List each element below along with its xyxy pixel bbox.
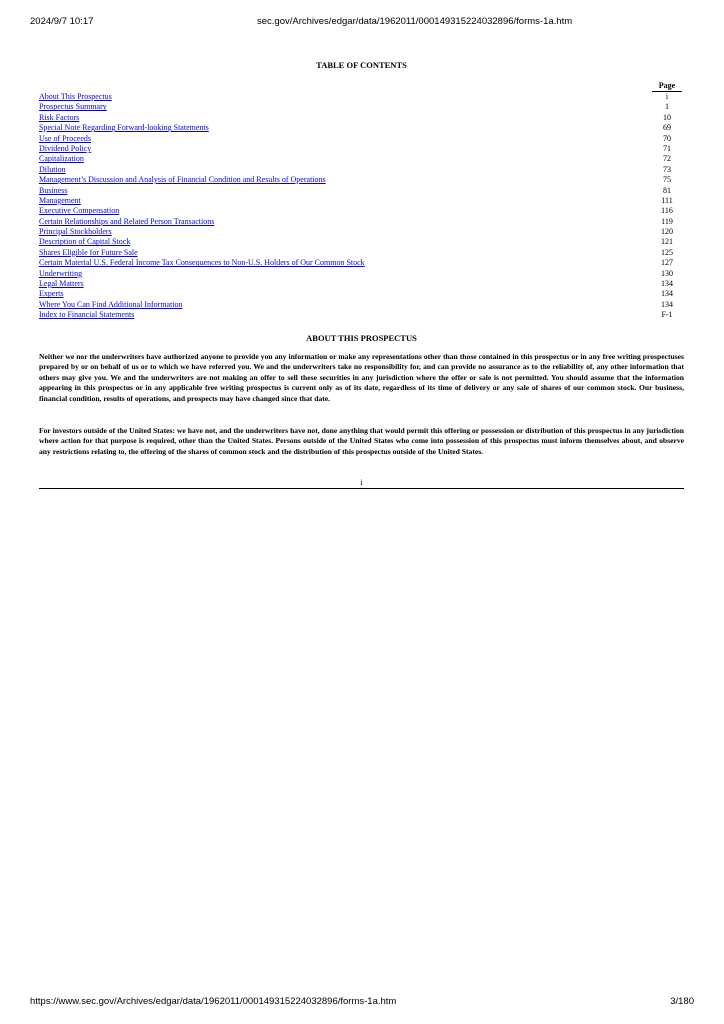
toc-entry <box>39 310 684 320</box>
toc-link-business[interactable]: Business <box>39 185 68 195</box>
document-page-number: i <box>360 478 363 487</box>
toc-page-number: 134 <box>661 289 673 299</box>
toc-page-number: 69 <box>663 123 671 133</box>
toc-entry <box>39 227 684 237</box>
toc-page-number: 116 <box>661 206 673 216</box>
toc-entry <box>39 237 684 247</box>
toc-link-capitalization[interactable]: Capitalization <box>39 154 84 164</box>
toc-link-underwriting[interactable]: Underwriting <box>39 268 83 278</box>
toc-page-number: 73 <box>663 164 671 174</box>
toc-link-dividend-policy[interactable]: Dividend Policy <box>39 143 92 153</box>
toc-page-number: i <box>665 92 669 101</box>
toc-entry <box>39 269 684 279</box>
page-divider <box>39 488 684 489</box>
toc-link-forward-looking-statements[interactable]: Special Note Regarding Forward-looking Statements <box>39 123 209 133</box>
toc-list <box>39 92 684 321</box>
toc-link-tax-consequences[interactable]: Certain Material U.S. Federal Income Tax Consequences to Non-U.S. Holders of Our Common Stock <box>39 258 365 268</box>
print-header-url: sec.gov/Archives/edgar/data/1962011/000149315224032896/forms-1a.htm <box>257 16 573 27</box>
toc-entry <box>39 165 684 175</box>
toc-entry <box>39 196 684 206</box>
toc-entry <box>39 279 684 289</box>
toc-entry <box>39 123 684 133</box>
print-footer-url: https://www.sec.gov/Archives/edgar/data/1962011/000149315224032896/forms-1a.htm <box>30 996 397 1007</box>
toc-link-financial-statements-index[interactable]: Index to Financial Statements <box>39 310 135 320</box>
toc-link-executive-compensation[interactable]: Executive Compensation <box>39 206 120 216</box>
toc-link-use-of-proceeds[interactable]: Use of Proceeds <box>39 133 91 143</box>
toc-page-number: 71 <box>663 143 671 153</box>
toc-page-number: 121 <box>661 237 673 247</box>
toc-entry <box>39 113 684 123</box>
toc-page-number: 134 <box>661 279 673 289</box>
about-paragraph-1: Neither we nor the underwriters have authorized anyone to provide you any information or make any representations other than those contained in this prospectus or in any free writing prospectuses prepared by or on behalf of us or to which we have referred you. We and the underwriters take no responsibility for, and can provide no assurance as to the reliability of, any other information that others may give you. We and the underwriters are not making an offer to sell these securities in any jurisdiction where the offer or sale is not permitted. You should assume that the information appearing in this prospectus or in any applicable free writing prospectus is current only as of its date, regardless of its time of delivery or any sale of shares of our common stock. Our business, financial condition, results of operations, and prospects may have changed since that date. <box>39 352 684 403</box>
toc-link-principal-stockholders[interactable]: Principal Stockholders <box>39 227 112 237</box>
toc-entry <box>39 289 684 299</box>
toc-link-experts[interactable]: Experts <box>39 289 64 299</box>
toc-page-number: 127 <box>661 258 673 268</box>
print-datetime: 2024/9/7 10:17 <box>30 16 94 27</box>
toc-page-number: 134 <box>661 299 673 309</box>
toc-link-risk-factors[interactable]: Risk Factors <box>39 112 80 122</box>
toc-entry <box>39 258 684 268</box>
toc-link-shares-eligible-for-future-sale[interactable]: Shares Eligible for Future Sale <box>39 247 138 257</box>
toc-link-about-this-prospectus[interactable]: About This Prospectus <box>39 92 112 101</box>
toc-entry <box>39 154 684 164</box>
toc-entry <box>39 186 684 196</box>
toc-page-number: 130 <box>661 268 673 278</box>
toc-link-mdna[interactable]: Management’s Discussion and Analysis of Financial Condition and Results of Operations <box>39 175 326 185</box>
toc-entry <box>39 217 684 227</box>
about-prospectus-heading: ABOUT THIS PROSPECTUS <box>306 333 417 343</box>
toc-entry <box>39 144 684 154</box>
toc-page-number: F-1 <box>661 310 673 320</box>
toc-link-additional-information[interactable]: Where You Can Find Additional Information <box>39 299 183 309</box>
toc-title: TABLE OF CONTENTS <box>316 60 407 70</box>
toc-page-column-header: Page <box>652 80 682 92</box>
toc-link-prospectus-summary[interactable]: Prospectus Summary <box>39 102 107 112</box>
about-paragraph-2: For investors outside of the United States: we have not, and the underwriters have not, done anything that would permit this offering or possession or distribution of this prospectus in any jurisdiction where action for that purpose is required, other than the United States. Persons outside of the United States who come into possession of this prospectus must inform themselves about, and observe any restrictions relating to, the offering of the shares of common stock and the distribution of this prospectus outside of the United States. <box>39 426 684 456</box>
toc-page-number: 125 <box>661 247 673 257</box>
print-page-counter: 3/180 <box>670 996 694 1007</box>
toc-page-number: 120 <box>661 227 673 237</box>
toc-link-related-person-transactions[interactable]: Certain Relationships and Related Person Transactions <box>39 216 215 226</box>
toc-page-number: 81 <box>663 185 671 195</box>
print-header <box>30 15 694 29</box>
toc-page-number: 70 <box>663 133 671 143</box>
toc-entry <box>39 134 684 144</box>
toc-entry <box>39 102 684 112</box>
toc-page-number: 1 <box>665 102 669 112</box>
toc-entry <box>39 175 684 185</box>
toc-entry <box>39 92 684 102</box>
toc-link-legal-matters[interactable]: Legal Matters <box>39 279 84 289</box>
toc-page-number: 75 <box>663 175 671 185</box>
toc-link-management[interactable]: Management <box>39 195 81 205</box>
toc-page-number: 72 <box>663 154 671 164</box>
toc-page-number: 119 <box>661 216 673 226</box>
toc-entry <box>39 248 684 258</box>
toc-page-number: 10 <box>663 112 671 122</box>
print-footer <box>30 995 694 1009</box>
toc-entry <box>39 300 684 310</box>
toc-page-number: 111 <box>661 195 673 205</box>
toc-link-description-of-capital-stock[interactable]: Description of Capital Stock <box>39 237 131 247</box>
toc-entry <box>39 206 684 216</box>
toc-link-dilution[interactable]: Dilution <box>39 164 66 174</box>
